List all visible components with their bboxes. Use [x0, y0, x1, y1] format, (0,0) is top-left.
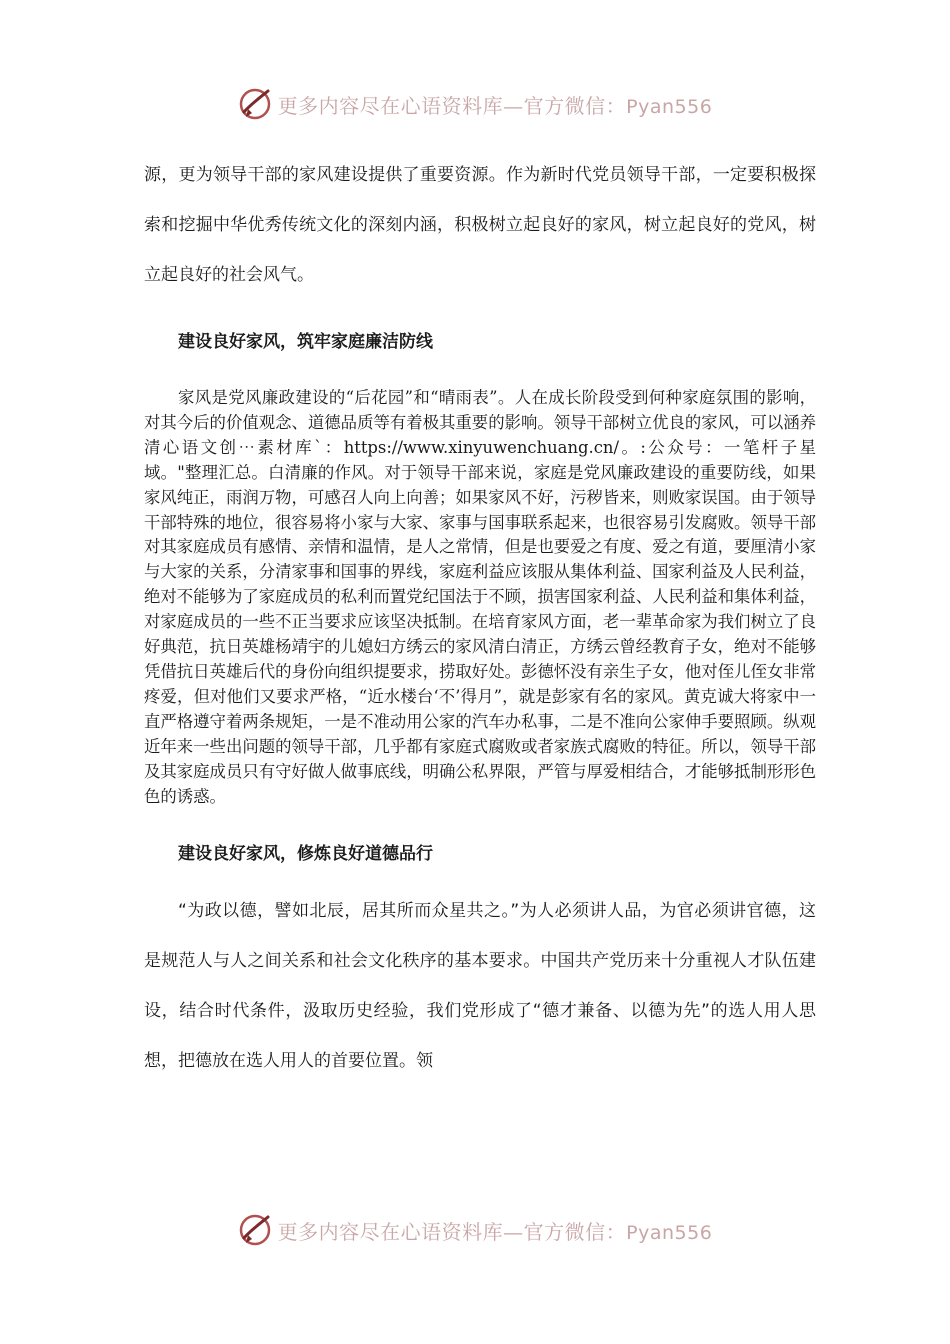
document-body	[144, 150, 816, 1086]
section-heading-1: 建设良好家风，筑牢家庭廉洁防线	[178, 332, 433, 352]
watermark-wechat-id: Pyan556	[626, 95, 713, 118]
footer-watermark	[0, 1210, 950, 1250]
watermark-group	[238, 1213, 713, 1247]
watermark-wechat-id: Pyan556	[626, 1221, 713, 1244]
pen-circle-logo-icon	[238, 87, 272, 121]
section-body-1: 家风是党风廉政建设的“后花园”和“晴雨表”。人在成长阶段受到何种家庭氛围的影响，对其今后的价值观念、道德品质等有着极其重要的影响。领导干部树立优良的家风，可以涵养清心语文创⋯素材库`：https://www.xinyuwenchuang.cn/。:公众号：一笔杆子星域。"整理汇总。白清廉的作风。对于领导干部来说，家庭是党风廉政建设的重要防线，如果家风纯正，雨润万物，可感召人向上向善；如果家风不好，污秽皆来，则败家误国。由于领导干部特殊的地位，很容易将小家与大家、家事与国事联系起来，也很容易引发腐败。领导干部对其家庭成员有感情、亲情和温情，是人之常情，但是也要爱之有度、爱之有道，要厘清小家与大家的关系，分清家事和国事的界线，家庭利益应该服从集体利益、国家利益及人民利益，绝对不能够为了家庭成员的私利而置党纪国法于不顾，损害国家利益、人民利益和集体利益，对家庭成员的一些不正当要求应该坚决抵制。在培育家风方面，老一辈革命家为我们树立了良好典范，抗日英雄杨靖宇的儿媳妇方绣云的家风清白清正，方绣云曾经教育子女，绝对不能够凭借抗日英雄后代的身份向组织提要求，捞取好处。彭德怀没有亲生子女，他对侄儿侄女非常疼爱，但对他们又要求严格，“近水楼台‘不’得月”，就是彭家有名的家风。黄克诚大将家中一直严格遵守着两条规矩，一是不准动用公家的汽车办私事，二是不准向公家伸手要照顾。纵观近年来一些出问题的领导干部，几乎都有家庭式腐败或者家族式腐败的特征。所以，领导干部及其家庭成员只有守好做人做事底线，明确公私界限，严管与厚爱相结合，才能够抵制形形色色的诱惑。	[144, 388, 817, 806]
header-watermark	[0, 84, 950, 124]
watermark-text: 更多内容尽在心语资料库—官方微信：Pyan556	[277, 1219, 713, 1244]
pen-circle-logo-icon	[238, 1213, 272, 1247]
section-body-2: “为政以德，譬如北辰，居其所而众星共之。”为人必须讲人品，为官必须讲官德，这是规范人与人之间关系和社会文化秩序的基本要求。中国共产党历来十分重视人才队伍建设，结合时代条件，汲取历史经验，我们党形成了“德才兼备、以德为先”的选人用人思想，把德放在选人用人的首要位置。领	[144, 901, 816, 1072]
section-heading-2: 建设良好家风，修炼良好道德品行	[178, 844, 433, 865]
watermark-text: 更多内容尽在心语资料库—官方微信：Pyan556	[277, 93, 713, 118]
intro-paragraph: 源，更为领导干部的家风建设提供了重要资源。作为新时代党员领导干部，一定要积极探索和挖掘中华优秀传统文化的深刻内涵，积极树立起良好的家风，树立起良好的党风，树立起良好的社会风气。	[144, 165, 816, 285]
watermark-group	[238, 87, 713, 121]
